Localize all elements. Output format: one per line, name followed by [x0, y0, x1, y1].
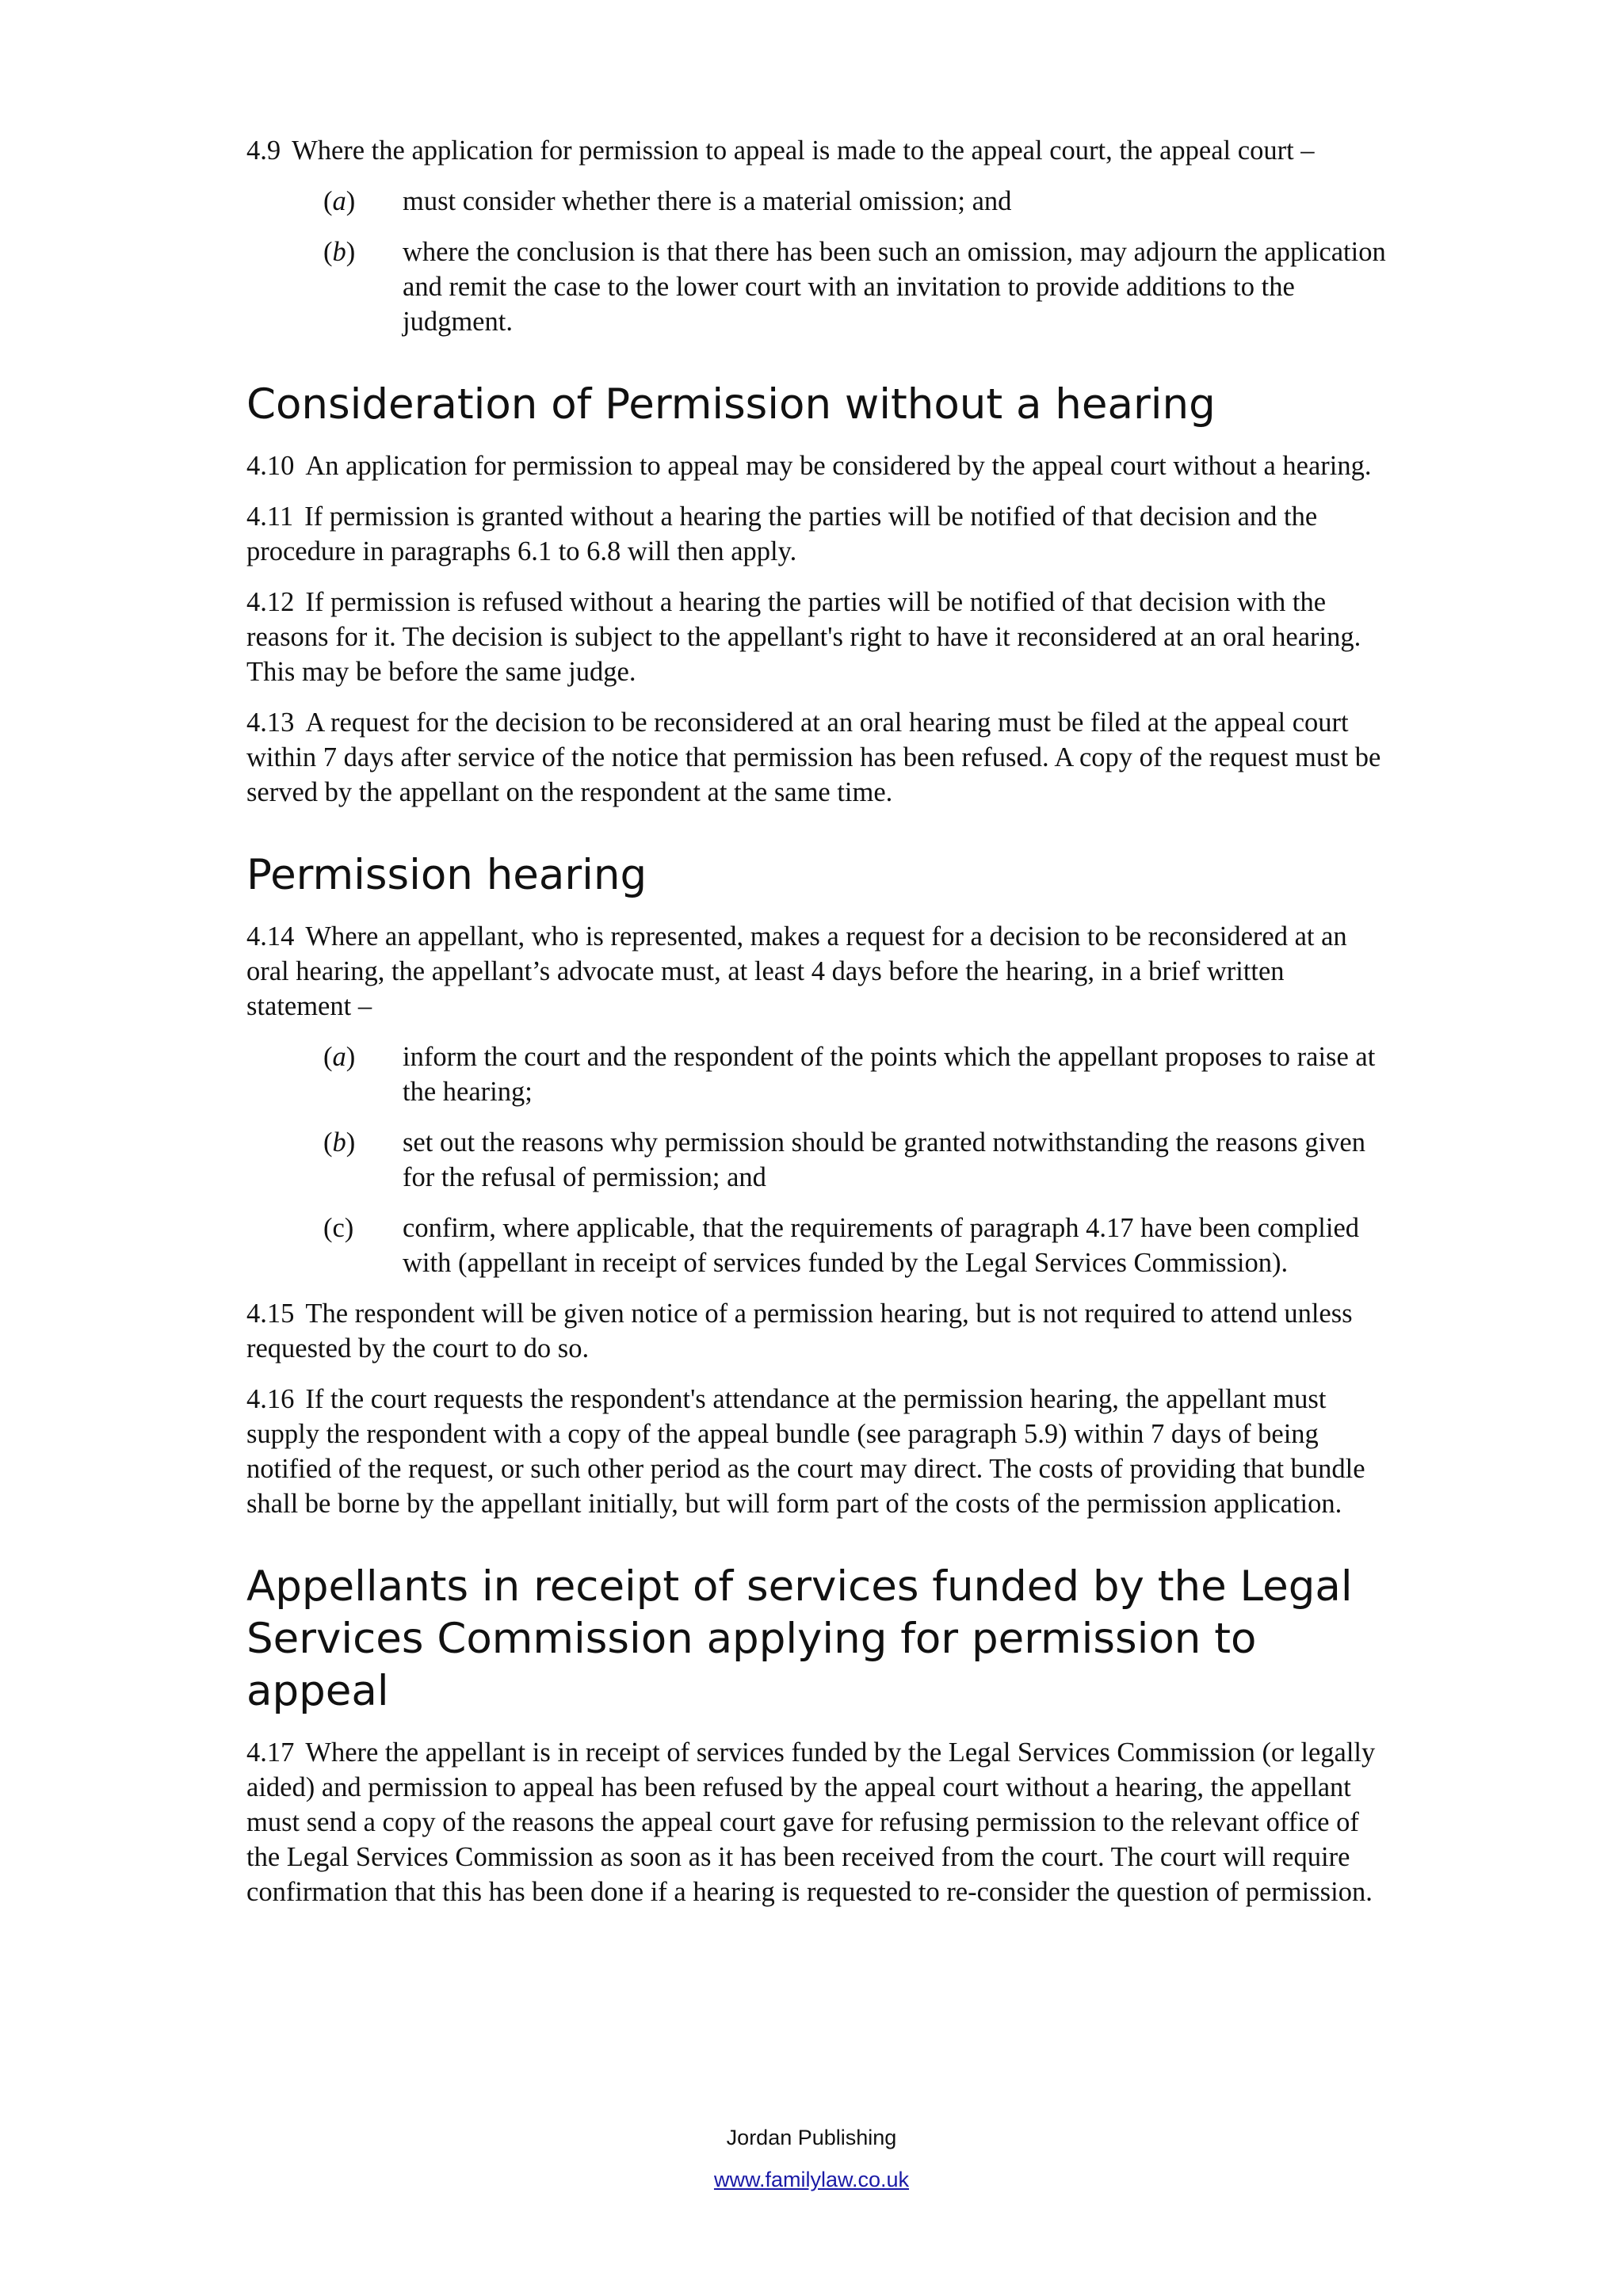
list-item-text: must consider whether there is a material omission; and [403, 186, 1012, 216]
section-heading: Permission hearing [246, 851, 647, 899]
list-item [246, 1039, 1396, 1109]
paragraph-text: Where the appellant is in receipt of services funded by the Legal Services Commission (or legally aided) and permission to appeal has been refused by the appeal court without a hearing, the appellant must send a copy of the reasons the appeal court gave for refusing permission to the relevant office of the Legal Services Commission as soon as it has been received from the court. The court will require confirmation that this has been done if a hearing is requested to re-consider the question of permission. [246, 1737, 1376, 1907]
paragraph-text: The respondent will be given notice of a permission hearing, but is not required to attend unless requested by the court to do so. [246, 1299, 1353, 1363]
paragraph-number: 4.9 [246, 135, 281, 166]
paragraph-4-12 [246, 585, 1396, 689]
paragraph-number: 4.11 [246, 502, 294, 532]
paragraph-number: 4.14 [246, 921, 295, 952]
section-heading: Consideration of Permission without a hearing [246, 380, 1216, 429]
paragraph-text: A request for the decision to be reconsidered at an oral hearing must be filed at the appeal court within 7 days after service of the notice that permission has been refused. A copy of the request must be served by the appellant on the respondent at the same time. [246, 707, 1381, 807]
list-item [246, 1211, 1396, 1280]
paragraph-number: 4.16 [246, 1384, 295, 1414]
list-item-text: inform the court and the respondent of the points which the appellant proposes to raise at the hearing; [403, 1042, 1376, 1107]
paragraph-4-15 [246, 1296, 1396, 1366]
paragraph-4-11 [246, 499, 1396, 569]
list-item-label: (c) [323, 1213, 354, 1243]
list-4-14 [246, 1039, 1396, 1280]
list-item-label: (a) [323, 1042, 356, 1072]
paragraph-number: 4.13 [246, 707, 295, 738]
list-item-label: (a) [323, 186, 356, 216]
footer-website-link[interactable]: www.familylaw.co.uk [713, 2168, 910, 2191]
paragraph-4-16 [246, 1382, 1396, 1521]
list-item-text: confirm, where applicable, that the requirements of paragraph 4.17 have been complied with (appellant in receipt of services funded by the Legal Services Commission). [403, 1213, 1360, 1278]
paragraph-number: 4.10 [246, 451, 295, 481]
paragraph-text: If permission is granted without a hearing the parties will be notified of that decision and the procedure in paragraphs 6.1 to 6.8 will then apply. [246, 502, 1318, 566]
list-item-text: set out the reasons why permission should be granted notwithstanding the reasons given for the refusal of permission; and [403, 1127, 1365, 1192]
paragraph-text: An application for permission to appeal may be considered by the appeal court without a hearing. [305, 451, 1372, 481]
paragraph-number: 4.12 [246, 587, 295, 617]
paragraph-text: If the court requests the respondent's attendance at the permission hearing, the appellant must supply the respondent with a copy of the appeal bundle (see paragraph 5.9) within 7 days of being notified of the request, or such other period as the court may direct. The costs of providing that bundle shall be borne by the appellant initially, but will form part of the costs of the permission application. [246, 1384, 1365, 1519]
paragraph-4-10 [246, 448, 1396, 483]
document-body [246, 133, 1396, 1925]
paragraph-4-14 [246, 919, 1396, 1024]
paragraph-4-13 [246, 705, 1396, 810]
list-4-9 [246, 184, 1396, 339]
footer-link-row [0, 2168, 1623, 2192]
paragraph-number: 4.15 [246, 1299, 295, 1329]
list-item-label: (b) [323, 1127, 356, 1158]
list-item [246, 184, 1396, 219]
section-heading: Appellants in receipt of services funded by the Legal Services Commission applying for permission to appeal [246, 1562, 1353, 1715]
list-item-label: (b) [323, 237, 356, 267]
paragraph-4-17 [246, 1735, 1396, 1909]
list-item [246, 235, 1396, 339]
paragraph-4-9 [246, 133, 1396, 168]
paragraph-number: 4.17 [246, 1737, 295, 1768]
footer-publisher: Jordan Publishing [726, 2126, 897, 2149]
paragraph-text: If permission is refused without a hearing the parties will be notified of that decision with the reasons for it. The decision is subject to the appellant's right to have it reconsidered at an oral hearing. This may be before the same judge. [246, 587, 1361, 687]
list-item-text: where the conclusion is that there has been such an omission, may adjourn the application and remit the case to the lower court with an invitation to provide additions to the judgment. [403, 237, 1386, 337]
list-item [246, 1125, 1396, 1195]
paragraph-text: Where the application for permission to appeal is made to the appeal court, the appeal court – [292, 135, 1315, 166]
paragraph-text: Where an appellant, who is represented, makes a request for a decision to be reconsidered at an oral hearing, the appellant’s advocate must, at least 4 days before the hearing, in a brief written statement – [246, 921, 1347, 1021]
